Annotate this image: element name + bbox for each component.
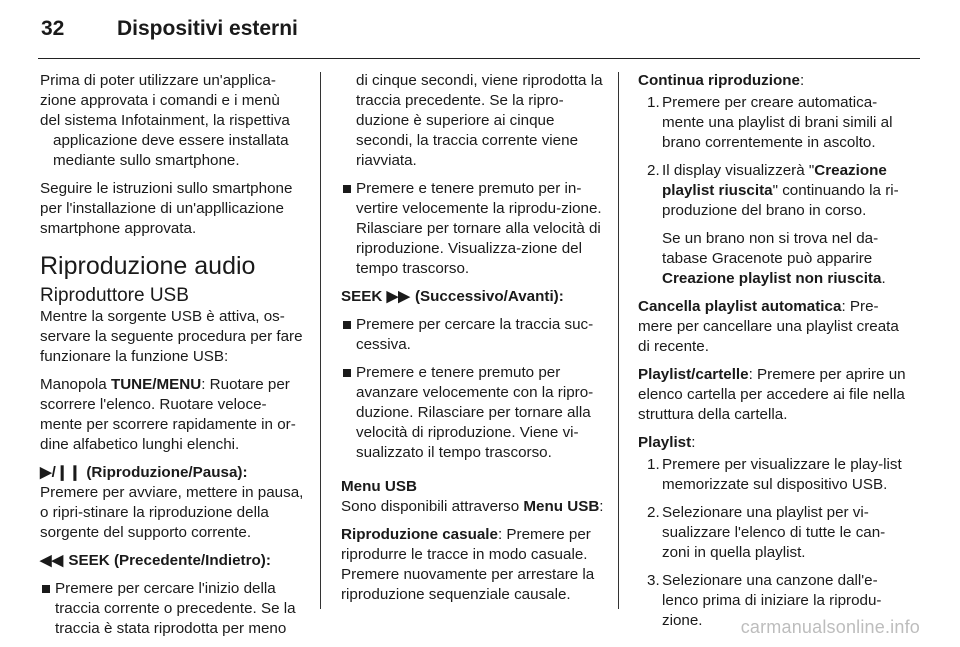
bullet-icon <box>343 185 351 193</box>
seek-back-heading: ◀◀ SEEK (Precedente/Indietro): <box>40 552 271 569</box>
continue-heading: Continua riproduzione: <box>638 72 805 89</box>
delete-playlist-paragraph: Cancella playlist automatica: Pre-mere per cancellare una playlist creata di recente. <box>638 298 899 355</box>
column-1 <box>40 71 306 647</box>
numbered-item: 2. Il display visualizzerà "Creazione playlist riuscita" continuando la ri-produzione del brano in corso. <box>647 162 899 219</box>
numbered-item: 3. Selezionare una canzone dall'e-lenco prima di iniziare la riprodu-zione. <box>647 572 882 629</box>
fast-forward-icon: ▶▶ <box>386 288 410 305</box>
list-item: Premere e tenere premuto per in-vertire velocemente la riprodu-zione. Rilasciare per tornare alla velocità di riproduzione. Visualizza-zione del tempo trascorso. <box>341 179 607 279</box>
note-paragraph: Se un brano non si trova nel da-tabase Gracenote può apparire Creazione playlist non riuscita. <box>662 230 886 287</box>
folders-paragraph: Playlist/cartelle: Premere per aprire un elenco cartella per accedere ai file nella struttura della cartella. <box>638 366 906 423</box>
play-pause-icon: ▶/❙❙ <box>40 464 82 481</box>
continued-text: di cinque secondi, viene riprodotta la traccia precedente. Se la ripro-duzione è superiore ai cinque secondi, la traccia corrente viene riavviata. <box>356 72 603 169</box>
playlist-heading: Playlist: <box>638 434 696 451</box>
tune-menu-label: TUNE/MENU <box>110 376 202 393</box>
numbered-item: 1. Premere per visualizzare le play-list memorizzate sul dispositivo USB. <box>647 456 902 493</box>
intro-paragraph <box>40 71 306 171</box>
list-item: Premere per cercare l'inizio della traccia corrente o precedente. Se la traccia è stata riprodotta per meno <box>40 579 306 639</box>
column-2 <box>341 71 607 613</box>
text-line: zione approvata i comandi e i menù <box>40 92 280 109</box>
column-divider <box>320 72 321 609</box>
bullet-icon <box>42 585 50 593</box>
section-heading: Riproduzione audio <box>40 252 256 280</box>
seek-forward-heading: SEEK ▶▶ (Successivo/Avanti): <box>341 288 564 305</box>
text-line: Prima di poter utilizzare un'applica- <box>40 72 276 89</box>
page-number: 32 <box>41 17 65 40</box>
header-divider <box>38 58 920 59</box>
numbered-item: 1. Premere per creare automatica-mente una playlist di brani simili al brano correntemente in ascolto. <box>647 94 893 151</box>
install-paragraph: Seguire le istruzioni sullo smartphone per l'installazione di un'appllicazione smartphone approvata. <box>40 180 293 237</box>
bullet-icon <box>343 321 351 329</box>
play-pause-paragraph: ▶/❙❙ (Riproduzione/Pausa): Premere per avviare, mettere in pausa, o ripri-stinare la riproduzione della sorgente del supporto corrente. <box>40 464 304 541</box>
bullet-icon <box>343 369 351 377</box>
column-divider <box>618 72 619 609</box>
manopola-paragraph: Manopola TUNE/MENU: Ruotare per scorrere l'elenco. Ruotare veloce-mente per scorrere rapidamente in or-dine alfabetico lunghi elenchi. <box>40 376 296 453</box>
text-line: del sistema Infotainment, la rispettiva <box>40 112 290 129</box>
page-title: Dispositivi esterni <box>117 17 298 40</box>
page-header <box>0 0 960 56</box>
watermark: carmanualsonline.info <box>740 617 920 637</box>
list-item: Premere e tenere premuto per avanzare velocemente con la ripro-duzione. Rilasciare per tornare alla velocità di riproduzione. Viene vi-sualizzato il tempo trascorso. <box>341 363 607 463</box>
usb-paragraph: Mentre la sorgente USB è attiva, os-servare la seguente procedura per fare funzionare la funzione USB: <box>40 308 303 365</box>
subsection-heading: Riproduttore USB <box>40 285 189 306</box>
list-item: Premere per cercare la traccia suc-cessiva. <box>341 315 607 355</box>
shuffle-paragraph: Riproduzione casuale: Premere per riprodurre le tracce in modo casuale. Premere nuovamente per arrestare la riproduzione sequenziale causale. <box>341 526 595 603</box>
menu-usb-paragraph: Sono disponibili attraverso Menu USB: <box>341 498 604 515</box>
menu-usb-heading: Menu USB <box>341 478 417 495</box>
column-3 <box>638 71 908 639</box>
text-line: applicazione deve essere installata <box>53 132 289 149</box>
numbered-item: 2. Selezionare una playlist per vi-sualizzare l'elenco di tutte le can-zoni in quella playlist. <box>647 504 886 561</box>
rewind-icon: ◀◀ <box>40 552 64 569</box>
text-line: mediante sullo smartphone. <box>53 152 240 169</box>
